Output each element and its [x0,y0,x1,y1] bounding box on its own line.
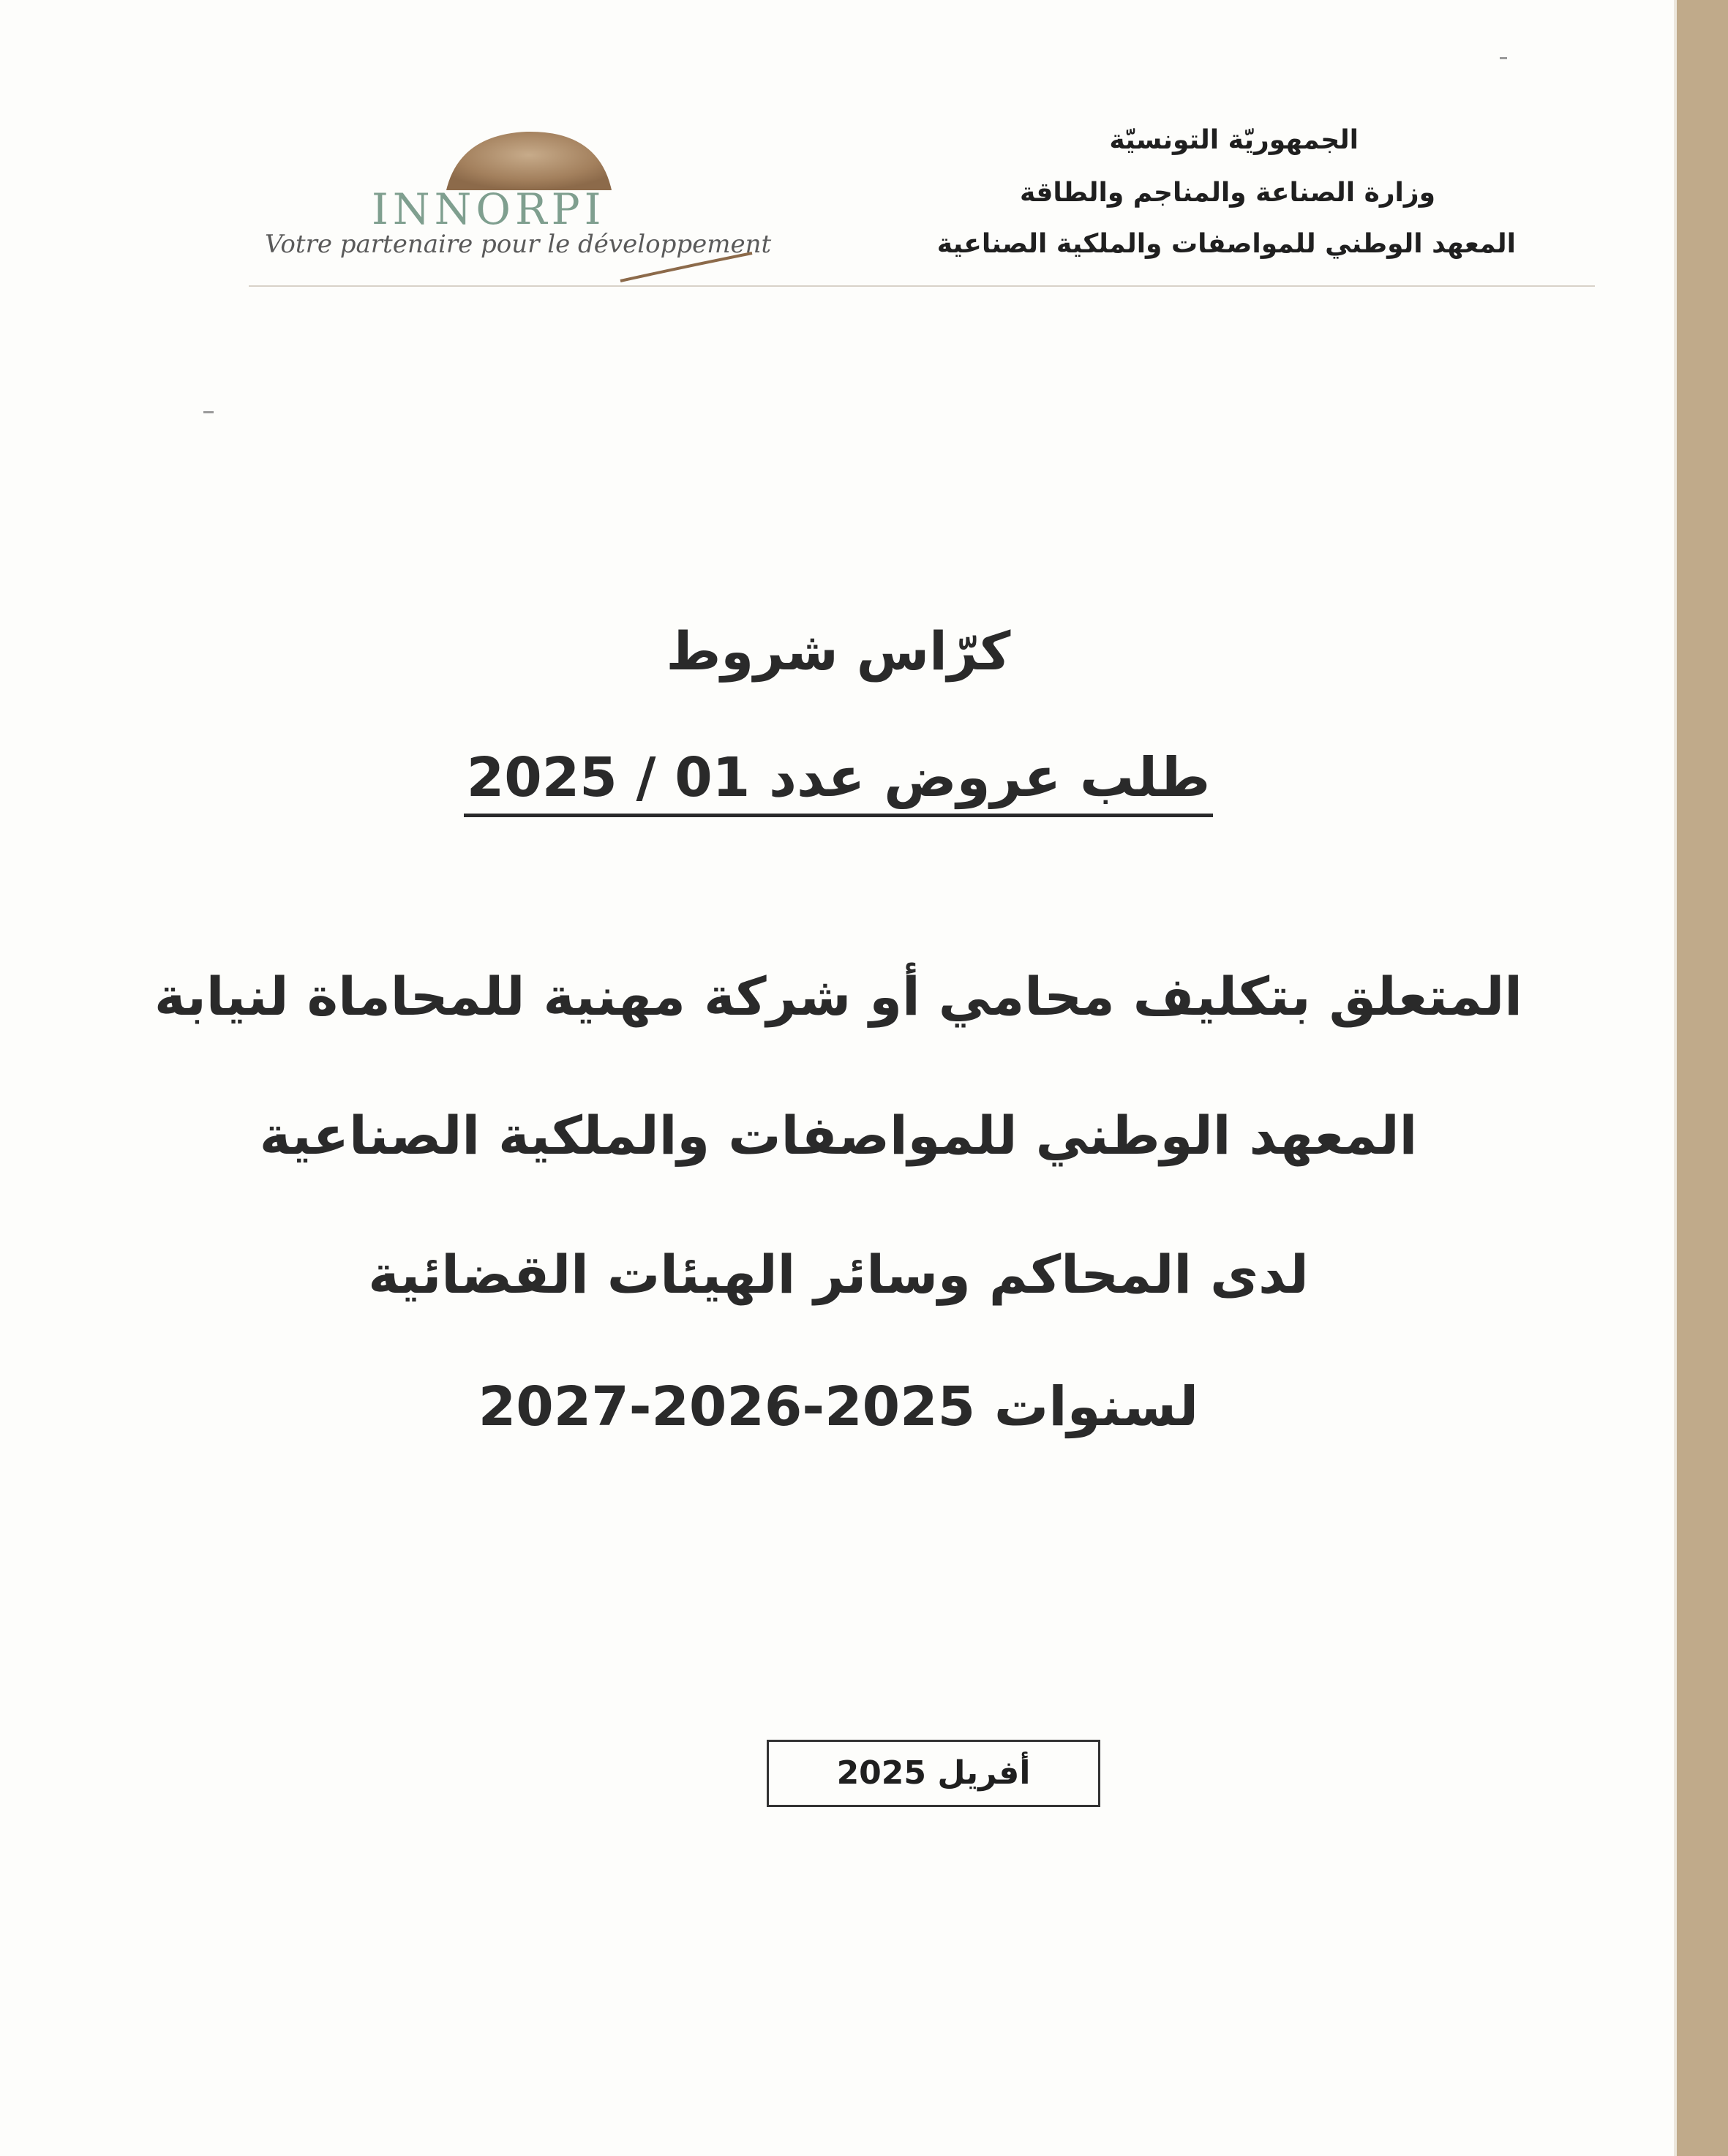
ministry-name: وزارة الصناعة والمناجم والطاقة [1020,178,1435,208]
header-divider [249,285,1595,287]
tender-number: طلب عروض عدد 01 / 2025 [464,746,1213,817]
document-type-title: كرّاس شروط [666,620,1011,682]
institute-name: المعهد الوطني للمواصفات والملكية الصناعية [936,229,1516,259]
tender-number-wrapper [0,746,1677,817]
scan-edge-strip [1677,0,1728,2156]
date-box: أفريل 2025 [767,1740,1100,1807]
logo-wordmark: INNORPI [372,184,606,234]
republic-name: الجمهوريّة التونسيّة [1109,125,1359,155]
subject-line-4: لسنوات 2025-2026-2027 [478,1375,1199,1438]
innorpi-logo [255,127,840,288]
logo-tagline: Votre partenaire pour le développement [265,230,772,259]
scan-speck [1500,57,1507,59]
subject-line-3: لدى المحاكم وسائر الهيئات القضائية [368,1244,1309,1305]
scan-speck [203,411,214,413]
subject-line-1: المتعلق بتكليف محامي أو شركة مهنية للمحاماة لنيابة [154,966,1522,1027]
subject-line-2: المعهد الوطني للمواصفات والملكية الصناعية [259,1105,1418,1166]
